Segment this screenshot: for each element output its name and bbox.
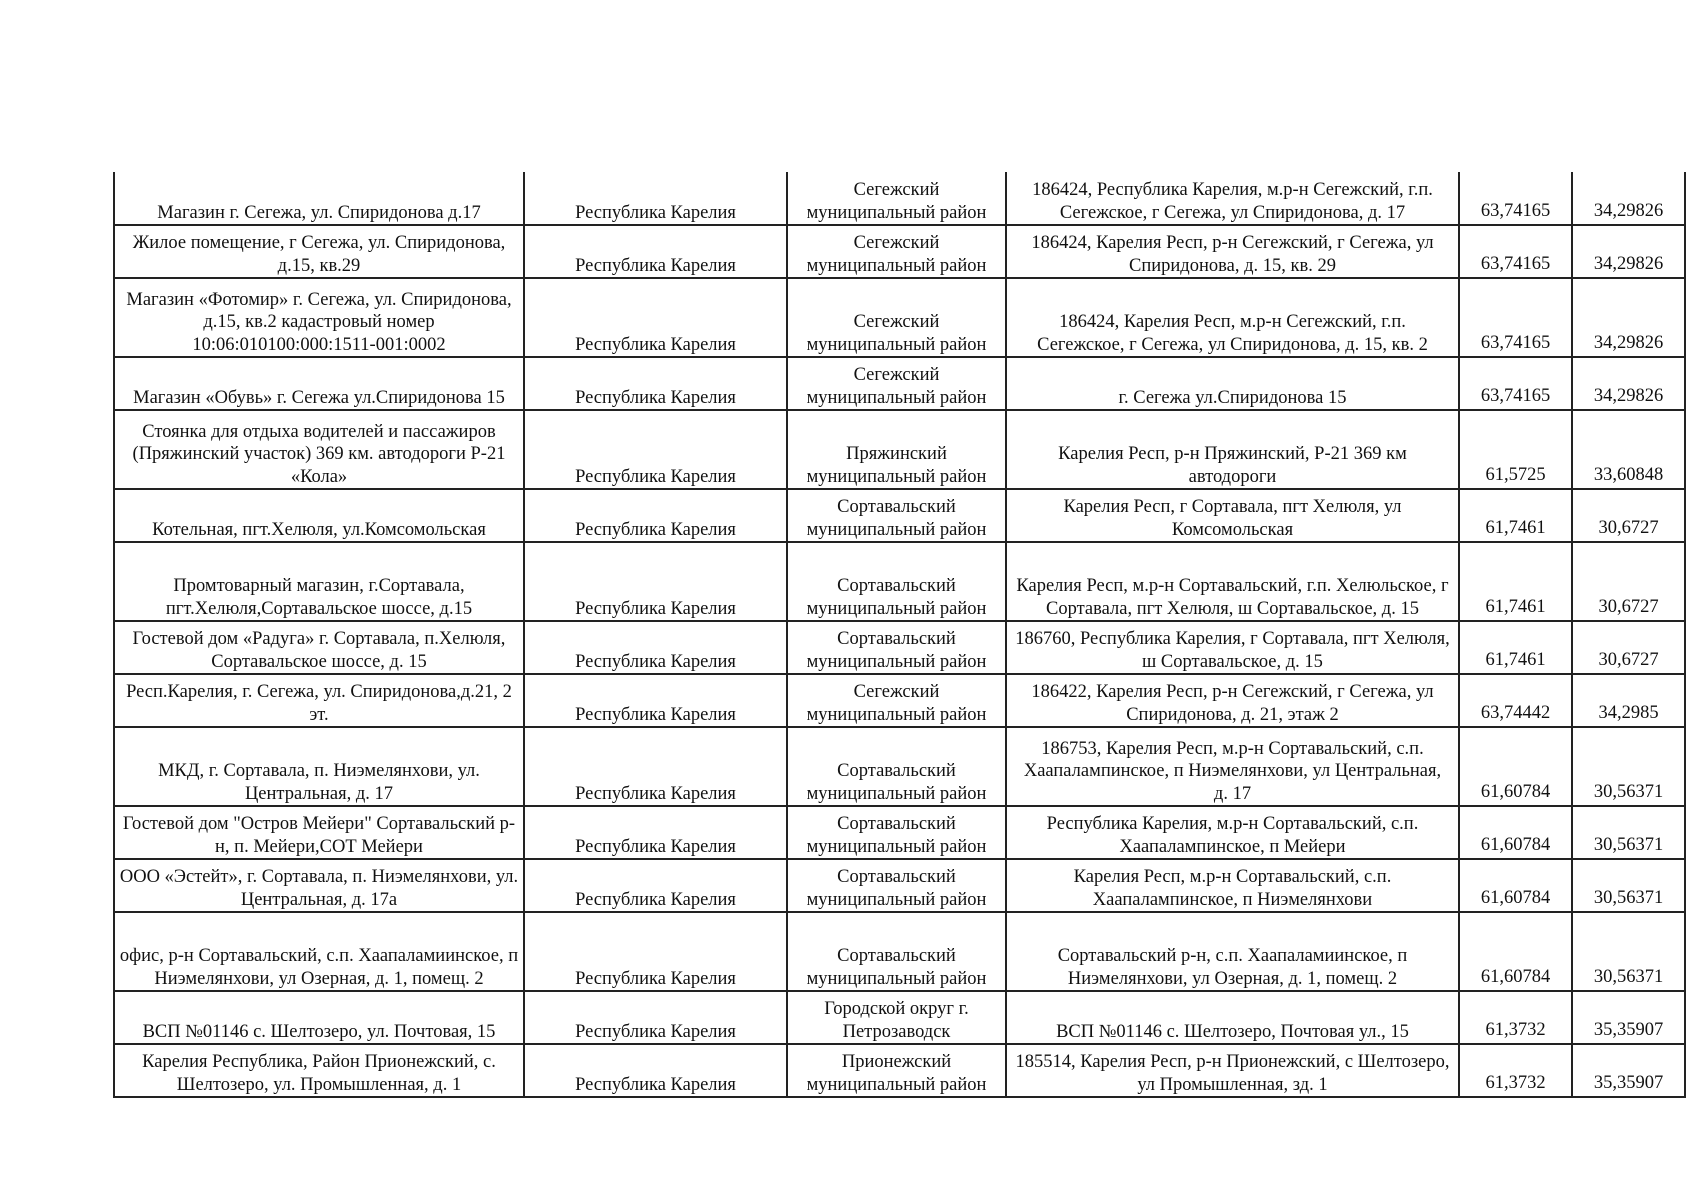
longitude-cell: 30,6727 xyxy=(1572,489,1685,542)
latitude-cell: 61,60784 xyxy=(1459,912,1572,991)
table-row xyxy=(114,1044,1685,1097)
region-cell: Республика Карелия xyxy=(524,172,787,225)
region-cell: Республика Карелия xyxy=(524,489,787,542)
district-cell: Сортавальский муниципальный район xyxy=(787,806,1006,859)
table-row xyxy=(114,410,1685,489)
district-cell: Сортавальский муниципальный район xyxy=(787,621,1006,674)
latitude-cell: 63,74165 xyxy=(1459,278,1572,357)
latitude-cell: 61,7461 xyxy=(1459,489,1572,542)
table-row xyxy=(114,225,1685,278)
table-row xyxy=(114,991,1685,1044)
address-cell: 186424, Республика Карелия, м.р-н Сегежский, г.п. Сегежское, г Сегежа, ул Спиридонова, д. 17 xyxy=(1006,172,1459,225)
objects-table xyxy=(113,172,1686,1098)
object-name-cell: Магазин «Фотомир» г. Сегежа, ул. Спиридонова, д.15, кв.2 кадастровый номер 10:06:010100:000:1511-001:0002 xyxy=(114,278,524,357)
table-row xyxy=(114,806,1685,859)
longitude-cell: 35,35907 xyxy=(1572,1044,1685,1097)
latitude-cell: 63,74165 xyxy=(1459,357,1572,410)
latitude-cell: 61,60784 xyxy=(1459,727,1572,806)
address-cell: Сортавальский р-н, с.п. Хаапаламиинское, п Ниэмелянхови, ул Озерная, д. 1, помещ. 2 xyxy=(1006,912,1459,991)
latitude-cell: 61,3732 xyxy=(1459,991,1572,1044)
object-name-cell: Котельная, пгт.Хелюля, ул.Комсомольская xyxy=(114,489,524,542)
latitude-cell: 63,74165 xyxy=(1459,225,1572,278)
district-cell: Сегежский муниципальный район xyxy=(787,357,1006,410)
region-cell: Республика Карелия xyxy=(524,410,787,489)
district-cell: Сортавальский муниципальный район xyxy=(787,542,1006,621)
district-cell: Сортавальский муниципальный район xyxy=(787,489,1006,542)
longitude-cell: 34,29826 xyxy=(1572,172,1685,225)
object-name-cell: Магазин г. Сегежа, ул. Спиридонова д.17 xyxy=(114,172,524,225)
region-cell: Республика Карелия xyxy=(524,542,787,621)
latitude-cell: 61,5725 xyxy=(1459,410,1572,489)
longitude-cell: 34,2985 xyxy=(1572,674,1685,727)
object-name-cell: Промтоварный магазин, г.Сортавала, пгт.Хелюля,Сортавальское шоссе, д.15 xyxy=(114,542,524,621)
region-cell: Республика Карелия xyxy=(524,621,787,674)
object-name-cell: Гостевой дом "Остров Мейери" Сортавальский р-н, п. Мейери,СОТ Мейери xyxy=(114,806,524,859)
region-cell: Республика Карелия xyxy=(524,357,787,410)
object-name-cell: Карелия Республика, Район Прионежский, с. Шелтозеро, ул. Промышленная, д. 1 xyxy=(114,1044,524,1097)
district-cell: Сегежский муниципальный район xyxy=(787,172,1006,225)
longitude-cell: 33,60848 xyxy=(1572,410,1685,489)
table-row xyxy=(114,357,1685,410)
latitude-cell: 63,74165 xyxy=(1459,172,1572,225)
latitude-cell: 63,74442 xyxy=(1459,674,1572,727)
table-row xyxy=(114,727,1685,806)
table-row xyxy=(114,278,1685,357)
latitude-cell: 61,60784 xyxy=(1459,859,1572,912)
region-cell: Республика Карелия xyxy=(524,727,787,806)
longitude-cell: 30,56371 xyxy=(1572,806,1685,859)
address-cell: 185514, Карелия Респ, р-н Прионежский, с Шелтозеро, ул Промышленная, зд. 1 xyxy=(1006,1044,1459,1097)
district-cell: Сортавальский муниципальный район xyxy=(787,727,1006,806)
table-row xyxy=(114,859,1685,912)
object-name-cell: Респ.Карелия, г. Сегежа, ул. Спиридонова,д.21, 2 эт. xyxy=(114,674,524,727)
table-body xyxy=(114,172,1685,1097)
longitude-cell: 30,56371 xyxy=(1572,912,1685,991)
district-cell: Прионежский муниципальный район xyxy=(787,1044,1006,1097)
longitude-cell: 34,29826 xyxy=(1572,278,1685,357)
table-row xyxy=(114,912,1685,991)
district-cell: Сегежский муниципальный район xyxy=(787,674,1006,727)
object-name-cell: офис, р-н Сортавальский, с.п. Хаапаламиинское, п Ниэмелянхови, ул Озерная, д. 1, помещ. 2 xyxy=(114,912,524,991)
longitude-cell: 35,35907 xyxy=(1572,991,1685,1044)
region-cell: Республика Карелия xyxy=(524,912,787,991)
object-name-cell: Стоянка для отдыха водителей и пассажиров (Пряжинский участок) 369 км. автодороги Р-21 «Кола» xyxy=(114,410,524,489)
address-cell: Карелия Респ, г Сортавала, пгт Хелюля, ул Комсомольская xyxy=(1006,489,1459,542)
district-cell: Сортавальский муниципальный район xyxy=(787,859,1006,912)
district-cell: Городской округ г. Петрозаводск xyxy=(787,991,1006,1044)
longitude-cell: 30,56371 xyxy=(1572,859,1685,912)
latitude-cell: 61,3732 xyxy=(1459,1044,1572,1097)
object-name-cell: ООО «Эстейт», г. Сортавала, п. Ниэмелянхови, ул. Центральная, д. 17а xyxy=(114,859,524,912)
table-row xyxy=(114,489,1685,542)
district-cell: Пряжинский муниципальный район xyxy=(787,410,1006,489)
latitude-cell: 61,60784 xyxy=(1459,806,1572,859)
address-cell: г. Сегежа ул.Спиридонова 15 xyxy=(1006,357,1459,410)
region-cell: Республика Карелия xyxy=(524,278,787,357)
address-cell: 186422, Карелия Респ, р-н Сегежский, г Сегежа, ул Спиридонова, д. 21, этаж 2 xyxy=(1006,674,1459,727)
region-cell: Республика Карелия xyxy=(524,225,787,278)
longitude-cell: 34,29826 xyxy=(1572,357,1685,410)
district-cell: Сегежский муниципальный район xyxy=(787,225,1006,278)
region-cell: Республика Карелия xyxy=(524,1044,787,1097)
table-row xyxy=(114,674,1685,727)
object-name-cell: Гостевой дом «Радуга» г. Сортавала, п.Хелюля, Сортавальское шоссе, д. 15 xyxy=(114,621,524,674)
object-name-cell: ВСП №01146 с. Шелтозеро, ул. Почтовая, 15 xyxy=(114,991,524,1044)
address-cell: ВСП №01146 с. Шелтозеро, Почтовая ул., 15 xyxy=(1006,991,1459,1044)
address-cell: 186424, Карелия Респ, м.р-н Сегежский, г.п. Сегежское, г Сегежа, ул Спиридонова, д. 15, кв. 2 xyxy=(1006,278,1459,357)
region-cell: Республика Карелия xyxy=(524,859,787,912)
address-cell: Республика Карелия, м.р-н Сортавальский, с.п. Хаапалампинское, п Мейери xyxy=(1006,806,1459,859)
address-cell: 186760, Республика Карелия, г Сортавала, пгт Хелюля, ш Сортавальское, д. 15 xyxy=(1006,621,1459,674)
address-cell: 186424, Карелия Респ, р-н Сегежский, г Сегежа, ул Спиридонова, д. 15, кв. 29 xyxy=(1006,225,1459,278)
region-cell: Республика Карелия xyxy=(524,991,787,1044)
table-row xyxy=(114,172,1685,225)
address-cell: 186753, Карелия Респ, м.р-н Сортавальский, с.п. Хаапалампинское, п Ниэмелянхови, ул Центральная, д. 17 xyxy=(1006,727,1459,806)
object-name-cell: Магазин «Обувь» г. Сегежа ул.Спиридонова 15 xyxy=(114,357,524,410)
longitude-cell: 30,6727 xyxy=(1572,621,1685,674)
region-cell: Республика Карелия xyxy=(524,806,787,859)
longitude-cell: 30,6727 xyxy=(1572,542,1685,621)
longitude-cell: 30,56371 xyxy=(1572,727,1685,806)
address-cell: Карелия Респ, р-н Пряжинский, Р-21 369 км автодороги xyxy=(1006,410,1459,489)
table-row xyxy=(114,542,1685,621)
region-cell: Республика Карелия xyxy=(524,674,787,727)
table-row xyxy=(114,621,1685,674)
latitude-cell: 61,7461 xyxy=(1459,621,1572,674)
longitude-cell: 34,29826 xyxy=(1572,225,1685,278)
latitude-cell: 61,7461 xyxy=(1459,542,1572,621)
address-cell: Карелия Респ, м.р-н Сортавальский, с.п. Хаапалампинское, п Ниэмелянхови xyxy=(1006,859,1459,912)
district-cell: Сегежский муниципальный район xyxy=(787,278,1006,357)
district-cell: Сортавальский муниципальный район xyxy=(787,912,1006,991)
object-name-cell: МКД, г. Сортавала, п. Ниэмелянхови, ул. Центральная, д. 17 xyxy=(114,727,524,806)
address-cell: Карелия Респ, м.р-н Сортавальский, г.п. Хелюльское, г Сортавала, пгт Хелюля, ш Сортавальское, д. 15 xyxy=(1006,542,1459,621)
object-name-cell: Жилое помещение, г Сегежа, ул. Спиридонова, д.15, кв.29 xyxy=(114,225,524,278)
